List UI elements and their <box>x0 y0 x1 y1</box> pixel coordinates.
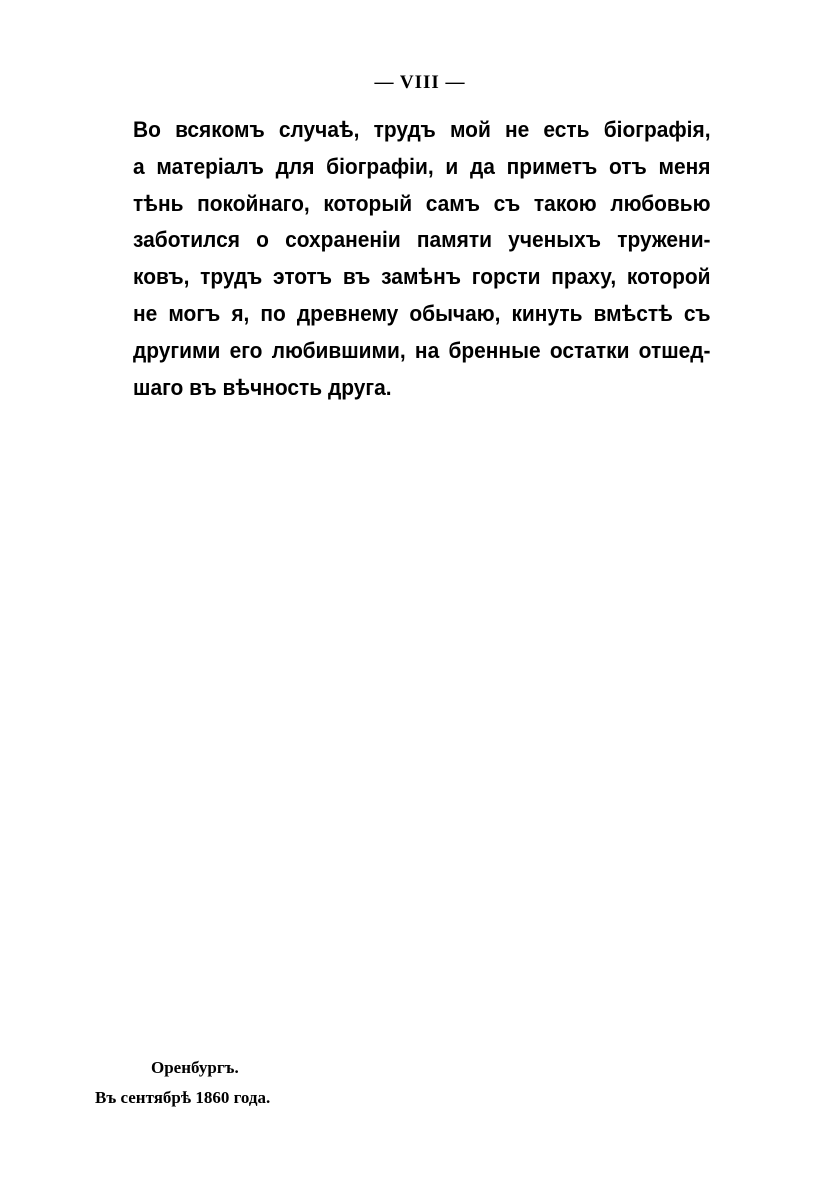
text-line: другими его любившими, на бренные остатки отшед- <box>133 337 711 363</box>
text-line: шаго въ вѣчность друга. <box>133 374 392 400</box>
body-paragraph <box>133 112 711 406</box>
text-line: тѣнь покойнаго, который самъ съ такою любовью <box>133 190 711 216</box>
signature-place: Оренбургъ. <box>151 1058 239 1077</box>
signature-date: Въ сентябрѣ 1860 года. <box>95 1088 271 1107</box>
page-number: — VIII — <box>374 72 466 93</box>
text-line: а матеріалъ для біографіи, и да приметъ отъ меня <box>133 153 711 179</box>
text-line: Во всякомъ случаѣ, трудъ мой не есть біографія, <box>133 117 711 142</box>
text-line: заботился о сохраненіи памяти ученыхъ тружени- <box>133 227 711 253</box>
text-line: не могъ я, по древнему обычаю, кинуть вмѣстѣ съ <box>133 300 711 326</box>
text-line: ковъ, трудъ этотъ въ замѣнъ горсти праху, которой <box>133 264 711 290</box>
